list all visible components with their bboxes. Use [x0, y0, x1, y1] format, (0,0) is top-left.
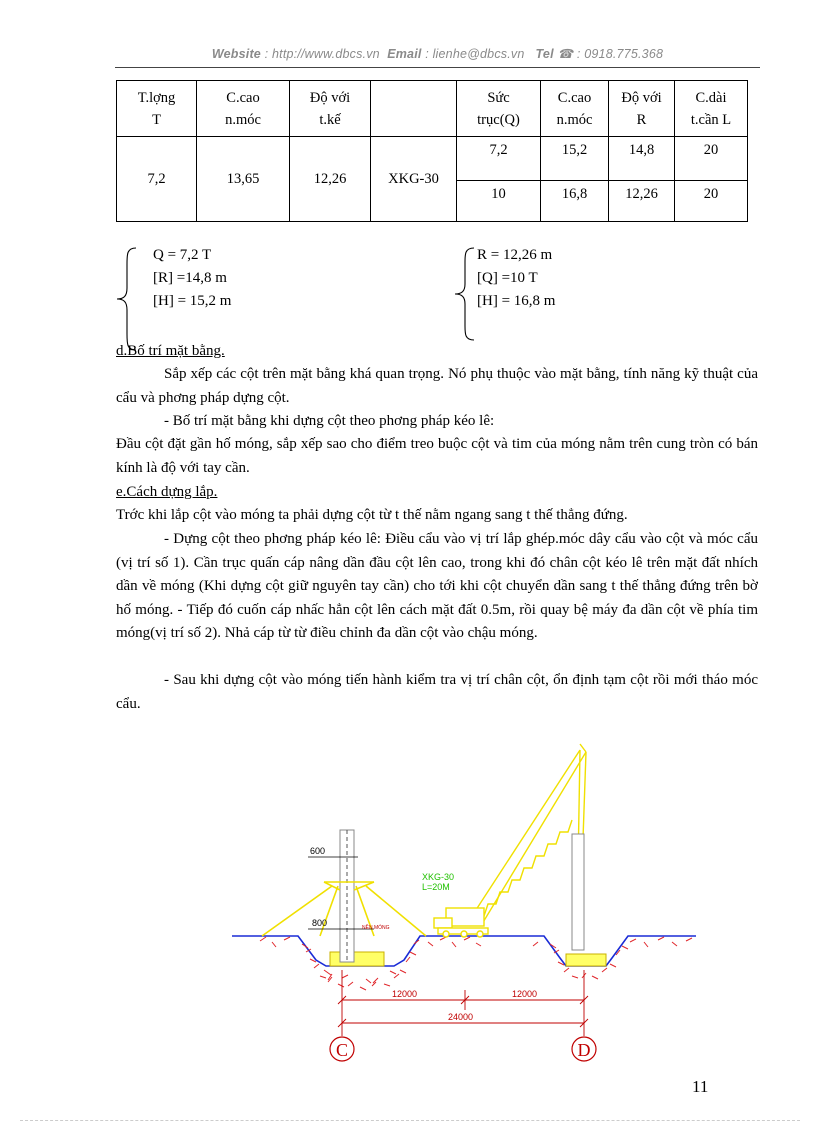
svg-text:600: 600 [310, 846, 326, 856]
crane-boom [472, 744, 586, 924]
email-label: Email [387, 47, 422, 61]
footer-divider [20, 1120, 800, 1121]
header-cell-hook-height: C.cao n.móc [197, 81, 290, 137]
left-column [340, 830, 354, 962]
header-cell-capacity: Sức trục(Q) [457, 81, 541, 137]
dimension-right: 12000 [512, 989, 538, 999]
cell-r1-capacity: 7,2 [457, 137, 541, 181]
website-label: Website [211, 47, 261, 61]
paragraph-before-lifting: Trớc khi lắp cột vào móng ta phải dựng cột từ t thế nằm ngang sang t thế thẳng đứng. [116, 507, 628, 523]
paragraph-column-placement: Đầu cột đặt gần hố móng, sắp xếp sao cho điểm treo buộc cột và tim của móng nằm trên cung tròn có bán kính là độ với tay cần. [116, 436, 758, 476]
cell-r2-hook-height: 16,8 [541, 181, 609, 222]
tel-value: : 0918.775.368 [576, 47, 664, 61]
left-foundation [330, 952, 384, 966]
email-value[interactable]: : lienhe@dbcs.vn [425, 47, 525, 61]
cell-r1-hook-height: 15,2 [541, 137, 609, 181]
right-conditions: R = 12,26 m [Q] =10 T [H] = 16,8 m [477, 247, 556, 309]
header-cell-weight: T.lợng T [117, 81, 197, 137]
paragraph-layout-method: - Bố trí mặt bằng khi dựng cột theo phơng pháp kéo lê: [164, 413, 495, 429]
dimension-total: 24000 [448, 1012, 474, 1022]
cell-r2-reach: 12,26 [609, 181, 675, 222]
header-divider [115, 67, 760, 68]
axis-c-bubble [330, 1037, 354, 1061]
cell-r2-boom-length: 20 [675, 181, 748, 222]
cell-design-reach: 12,26 [290, 137, 371, 222]
crane-name-label: XKG-30 [422, 872, 455, 882]
header-cell-design-reach: Độ với t.kế [290, 81, 371, 137]
header-cell-reach: Độ với R [609, 81, 675, 137]
cell-hook-height: 13,65 [197, 137, 290, 222]
page-header [115, 46, 760, 61]
left-conditions: Q = 7,2 T [R] =14,8 m [H] = 15,2 m [153, 247, 232, 309]
header-cell-crane-hook-height: C.cao n.móc [541, 81, 609, 137]
dimension-left: 12000 [392, 989, 418, 999]
axis-d-bubble [572, 1037, 596, 1061]
paragraph-drag-method: - Dựng cột theo phơng pháp kéo lê: Điều cẩu vào vị trí lắp ghép.móc dây cẩu vào cột và móc cẩu (vị trí số 1). Cần trục quấn cáp nâng dần đầu cột lên cao, trong khi đó chân cột kéo lê trên mặt đất nhích dần về móng (Khi dựng cột giữ nguyên tay cần) cho tới khi cột chuyển dần sang t thế thẳng đứng trên bờ hố móng. - Tiếp đó cuốn cáp nhấc hẳn cột lên cách mặt đất 0.5m, rồi quay bệ máy đa dần cột về phía tim móng(vị trí số 2). Nhả cáp từ từ điều chỉnh đa dần cột vào chậu móng. [116, 531, 758, 641]
crane-spec-table [116, 80, 748, 222]
right-brace-icon [452, 246, 476, 342]
ground-profile [232, 936, 696, 966]
page-number: 11 [692, 1077, 709, 1096]
cell-weight: 7,2 [117, 137, 197, 222]
column-erection-drawing [220, 738, 720, 1073]
axis-lines [342, 970, 584, 1036]
cell-r1-reach: 14,8 [609, 137, 675, 181]
paragraph-after-erection: - Sau khi dựng cột vào móng tiến hành kiểm tra vị trí chân cột, ổn định tạm cột rồi mới tháo móc cẩu. [116, 672, 758, 712]
svg-text:C: C [335, 1040, 349, 1060]
foundation-label: NỀN MÓNG [362, 925, 390, 931]
svg-text:800: 800 [312, 918, 328, 928]
right-foundation [566, 954, 606, 966]
website-value[interactable]: : http://www.dbcs.vn [264, 47, 380, 61]
tel-label: Tel [535, 47, 554, 61]
right-column [572, 834, 584, 950]
header-cell-empty [371, 81, 457, 137]
left-brace-icon [114, 246, 138, 352]
header-cell-boom-length: C.dài t.cần L [675, 81, 748, 137]
crane-body [434, 908, 488, 937]
boom-length-label: L=20M [422, 882, 450, 892]
section-e-title: e.Cách dựng lắp. [116, 484, 218, 500]
svg-text:D: D [577, 1040, 591, 1060]
cell-r1-boom-length: 20 [675, 137, 748, 181]
paragraph-layout-importance: Sắp xếp các cột trên mặt bằng khá quan trọng. Nó phụ thuộc vào mặt bằng, tính năng kỹ thuật của cẩu và phơng pháp dựng cột. [116, 366, 758, 406]
phone-icon: ☎ [557, 47, 574, 61]
cell-r2-capacity: 10 [457, 181, 541, 222]
cell-crane-model: XKG-30 [371, 137, 457, 222]
section-d-title: d.Bố trí mặt bằng. [116, 343, 225, 359]
